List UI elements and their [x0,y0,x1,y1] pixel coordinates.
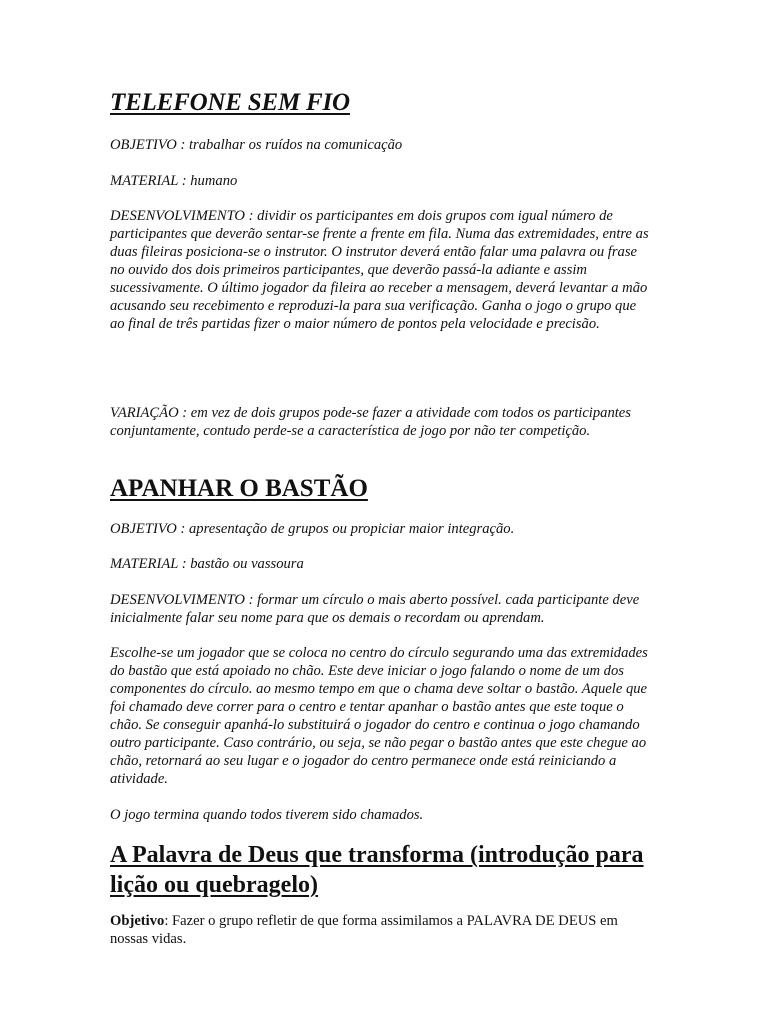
section-3-objetivo [110,912,650,948]
section-2-desenvolvimento: DESENVOLVIMENTO : formar um círculo o mais aberto possível. cada participante deve inicialmente falar seu nome para que os demais o recordam ou aprendam. [110,592,640,626]
section-2-ending: O jogo termina quando todos tiverem sido chamados. [110,807,424,823]
section-2-material: MATERIAL : bastão ou vassoura [110,556,304,572]
section-title-apanhar-o-bastao: APANHAR O BASTÃO [110,475,368,502]
section-1-material: MATERIAL : humano [110,173,238,189]
objetivo-label: Objetivo [110,913,165,929]
section-2-paragraph: Escolhe-se um jogador que se coloca no centro do círculo segurando uma das extremidades do bastão que está apoiado no chão. Este deve iniciar o jogo falando o nome de um dos componentes do círculo. ao mesmo tempo em que o chama deve soltar o bastão. Aquele que foi chamado deve correr para o centro e tentar apanhar o bastão antes que este toque o chão. Se conseguir apanhá-lo substituirá o jogador do centro e continua o jogo chamando outro participante. Caso contrário, ou seja, se não pegar o bastão antes que este chegue ao chão, retornará ao seu lugar e o jogador do centro permanece onde está reiniciando a atividade. [110,645,648,787]
section-title-palavra-de-deus: A Palavra de Deus que transforma (introdução para lição ou quebragelo) [110,842,644,898]
section-1-variacao: VARIAÇÃO : em vez de dois grupos pode-se fazer a atividade com todos os participantes conjuntamente, contudo perde-se a característica de jogo por não ter competição. [110,405,631,439]
section-1-objetivo: OBJETIVO : trabalhar os ruídos na comunicação [110,137,403,153]
section-2-objetivo: OBJETIVO : apresentação de grupos ou propiciar maior integração. [110,521,515,537]
section-1-desenvolvimento: DESENVOLVIMENTO : dividir os participantes em dois grupos com igual número de participantes que deverão sentar-se frente a frente em fila. Numa das extremidades, entre as duas fileiras posiciona-se o instrutor. O instrutor deverá então falar uma palavra ou frase no ouvido dos dois primeiros participantes, que deverão passá-la adiante e assim sucessivamente. O último jogador da fileira ao receber a mensagem, deverá levantar a mão acusando seu recebimento e reproduzi-la para sua verificação. Ganha o jogo o grupo que ao final de três partidas fizer o maior número de pontos pela velocidade e precisão. [110,208,649,332]
section-title-telefone-sem-fio: TELEFONE SEM FIO [110,89,350,116]
objetivo-text: : Fazer o grupo refletir de que forma assimilamos a PALAVRA DE DEUS em nossas vidas. [110,913,618,947]
